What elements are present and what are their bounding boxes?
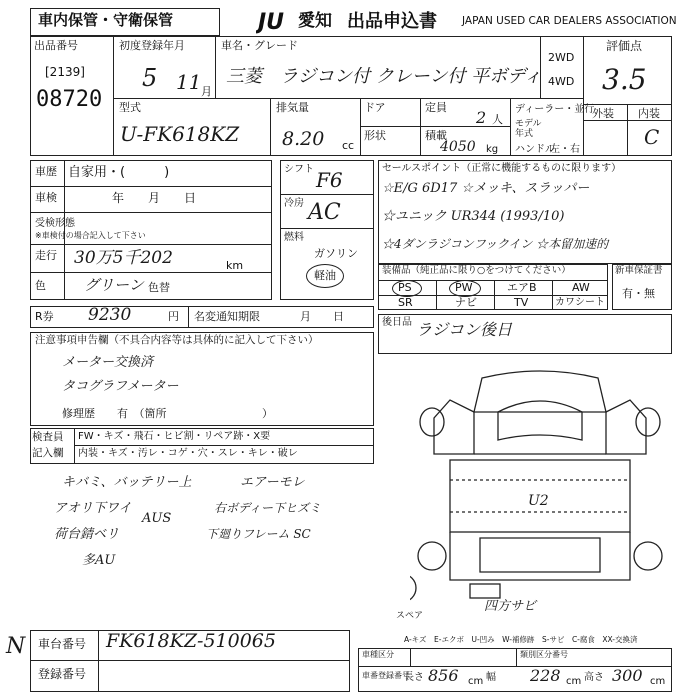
displacement-value: 8.20 <box>282 128 325 150</box>
lot-bracket: [2139] <box>45 65 85 79</box>
divider <box>420 98 421 156</box>
shift-label: シフト <box>284 164 314 175</box>
selling-point-1: ☆E/G 6D17 ☆メッキ、スラッパー <box>382 181 590 196</box>
divider <box>113 36 114 156</box>
equip-navi: ナビ <box>455 296 477 309</box>
cab-roof-shape <box>474 371 606 412</box>
load-unit: kg <box>486 144 499 155</box>
divider <box>30 244 272 245</box>
spare-label: スペア <box>396 611 424 621</box>
diagram-bottom-note: 四方サビ <box>484 599 537 614</box>
divider <box>360 126 510 127</box>
equip-sr: SR <box>398 296 413 309</box>
equip-ps-circle <box>392 280 422 297</box>
fuel-gasoline: ガソリン <box>314 247 358 260</box>
size-prefix: 車番登録番号 <box>362 671 410 680</box>
dealer-label: ディーラー・並行 <box>515 104 595 115</box>
equip-leather: カワシート <box>555 297 605 308</box>
equip-airbag: エアB <box>507 281 537 294</box>
inspection-label: 車検 <box>35 191 57 204</box>
divider <box>494 280 495 310</box>
height-unit: cm <box>650 676 666 687</box>
divider <box>583 36 584 156</box>
chassis-label: 車台番号 <box>38 637 87 651</box>
divider <box>552 280 553 310</box>
divider <box>64 160 65 300</box>
recycle-value: 9230 <box>88 305 132 325</box>
equip-pw-circle <box>449 280 481 297</box>
later-items-title: 後日品 <box>382 317 412 328</box>
capacity-label: 定員 <box>425 101 447 114</box>
divider <box>270 98 271 156</box>
selling-point-2: ☆ユニック UR344 (1993/10) <box>382 209 565 224</box>
inspector-label-1: 検査員 <box>32 431 64 443</box>
ac-value: AC <box>308 200 341 225</box>
exterior-label: 外装 <box>592 107 614 120</box>
inspector-note-3b: 下廻りフレーム SC <box>206 527 311 541</box>
inspector-note-1b: エアーモレ <box>240 475 305 490</box>
inspection-value: 年 月 日 <box>112 191 197 205</box>
divider <box>74 428 75 464</box>
notes-line-2: タコグラフメーター <box>62 379 179 394</box>
divider <box>627 104 628 156</box>
inspector-label-2: 記入欄 <box>32 447 64 459</box>
door-label: ドア <box>364 101 386 114</box>
first-registration-month: 11 <box>176 70 202 94</box>
color-label: 色 <box>35 279 46 292</box>
equip-tv: TV <box>514 296 529 309</box>
repair-history-label: 修理歴 有 （箇所 <box>62 407 167 420</box>
vehicle-diagram <box>410 360 670 620</box>
divider <box>510 98 511 156</box>
divider <box>74 445 374 446</box>
divider <box>215 36 216 98</box>
model-grade-label: 車名・グレード <box>221 39 298 52</box>
inspector-note-4: 多AU <box>82 553 116 568</box>
width-unit: cm <box>566 676 582 687</box>
shift-value: F6 <box>316 168 343 192</box>
lot-number-value: 08720 <box>36 87 103 112</box>
notes-title: 注意事項申告欄（不具合内容等は具体的に記入して下さい） <box>35 334 319 346</box>
month-unit: 月 <box>201 85 212 98</box>
inspector-note-2: アオリ下ワイ <box>54 501 132 516</box>
displacement-unit: cc <box>342 139 355 152</box>
history-frame <box>30 160 272 300</box>
ju-logo-icon <box>256 8 300 34</box>
load-label: 積載 <box>425 129 447 142</box>
receipt-note: ※車検付の場合記入して下さい <box>35 231 146 240</box>
association-name: JAPAN USED CAR DEALERS ASSOCIATION <box>462 15 677 27</box>
shape-label: 形状 <box>364 129 386 142</box>
divider <box>280 194 374 195</box>
divider <box>436 280 437 310</box>
divider <box>30 186 272 187</box>
divider <box>30 660 350 661</box>
capacity-value: 2 <box>476 108 487 127</box>
ju-logo <box>256 8 300 34</box>
dealer-expiry-value: 月 日 <box>300 310 344 323</box>
interior-label: 内装 <box>638 107 660 120</box>
inspector-note-1: キバミ、バッテリー上 <box>62 475 192 490</box>
divider <box>98 630 99 692</box>
dealer-expiry-label: 名変通知期限 <box>194 310 260 323</box>
divider <box>360 98 361 156</box>
handle-label: ハンドル <box>515 144 555 155</box>
fuel-diesel: 軽油 <box>314 269 336 282</box>
storage-label: 車内保管・守衛保管 <box>38 11 174 29</box>
equipment-title: 装備品（純正品に限り○をつけてください） <box>382 265 571 276</box>
warranty-options: 有・無 <box>622 287 655 300</box>
selling-point-3: ☆4ダンラジコンフックイン ☆本留加速的 <box>382 237 609 251</box>
divider <box>516 648 517 666</box>
chassis-value: FK618KZ-510065 <box>106 630 276 652</box>
divider <box>583 120 672 121</box>
mileage-value: 30万5千202 <box>74 248 173 268</box>
width-label: 幅 <box>486 672 496 683</box>
grade-value: 3.5 <box>602 63 647 96</box>
inspector-note-3: 荷台錆ベリ <box>54 527 120 542</box>
left-rear-wheel-shape <box>418 542 446 570</box>
right-mirror-shape <box>636 408 660 436</box>
mileage-unit: km <box>226 259 244 272</box>
type-label: 型式 <box>119 101 141 114</box>
diagram-note: U2 <box>528 493 549 509</box>
model-year-label: モデル年式 <box>515 119 542 139</box>
lot-number-label: 出品番号 <box>34 39 78 52</box>
size-left-label: 車種区分 <box>362 650 394 659</box>
warranty-label: 新車保証書 <box>615 265 663 276</box>
svg-text:JU: JU <box>258 10 285 34</box>
divider <box>30 212 272 213</box>
handle-options: 左・右 <box>550 144 580 155</box>
recycle-unit: 円 <box>168 310 179 323</box>
color-value: グリーン <box>84 276 144 294</box>
color-change: 色替 <box>148 281 170 294</box>
equip-aw: AW <box>572 281 590 294</box>
org-name: 愛知 <box>298 11 332 31</box>
drive-2wd: 2WD <box>548 51 575 64</box>
divider <box>113 98 583 99</box>
capacity-unit: 人 <box>492 113 503 126</box>
windshield-shape <box>498 401 582 440</box>
inspector-note-2c: 右ボディー下ヒズミ <box>214 501 322 515</box>
ac-label: 冷房 <box>284 198 304 209</box>
spare-tire-shape <box>470 584 500 598</box>
mileage-label: 走行 <box>35 249 57 262</box>
equip-pw: PW <box>455 281 473 294</box>
length-label: 長さ <box>404 672 424 683</box>
receipt-label: 受検形態 <box>35 218 75 229</box>
form-title: 出品申込書 <box>347 11 437 32</box>
selling-points-title: セールスポイント（正常に機能するものに限ります） <box>382 163 622 174</box>
fuel-diesel-circle <box>306 264 344 288</box>
size-right-label: 類別区分番号 <box>520 650 568 659</box>
length-unit: cm <box>468 676 484 687</box>
recycle-label: R券 <box>35 310 54 323</box>
load-value: 4050 <box>440 139 476 155</box>
drive-4wd: 4WD <box>548 75 575 88</box>
later-items-value: ラジコン後日 <box>416 320 513 339</box>
history-label: 車歴 <box>35 165 57 178</box>
length-value: 856 <box>428 666 459 685</box>
height-value: 300 <box>612 666 643 685</box>
model-grade-value: 三菱 ラジコン付 クレーン付 平ボディ <box>226 66 542 87</box>
divider <box>280 228 374 229</box>
registration-label: 登録番号 <box>38 667 87 681</box>
inspector-row-2: 内装・キズ・汚レ・コゲ・穴・スレ・キレ・破レ <box>78 448 298 459</box>
divider <box>188 306 189 328</box>
history-value: 自家用・( ) <box>68 165 170 180</box>
width-value: 228 <box>530 666 561 685</box>
diagram-legend: A-キズ E-エクボ U-凹み W-補修跡 S-サビ C-腐食 XX-交換済 <box>404 635 638 644</box>
displacement-label: 排気量 <box>276 101 309 114</box>
divider <box>30 272 272 273</box>
first-registration-year: 5 <box>142 64 158 92</box>
inspector-note-2b: AUS <box>142 511 172 526</box>
first-registration-label: 初度登録年月 <box>119 39 185 52</box>
margin-mark: N <box>6 634 26 659</box>
repair-history-close: ） <box>262 407 273 420</box>
right-rear-wheel-shape <box>634 542 662 570</box>
left-mirror-shape <box>420 408 444 436</box>
divider <box>410 648 411 666</box>
interior-value: C <box>644 125 660 149</box>
grade-label: 評価点 <box>606 39 643 53</box>
equip-ps: PS <box>398 281 412 294</box>
type-value: U-FK618KZ <box>120 122 240 146</box>
fuel-label: 燃料 <box>284 232 304 243</box>
inspector-row-1: FW・キズ・飛石・ヒビ割・リペア跡・X要 <box>78 431 271 442</box>
notes-line-1: メーター交換済 <box>62 355 154 370</box>
height-label: 高さ <box>584 672 604 683</box>
